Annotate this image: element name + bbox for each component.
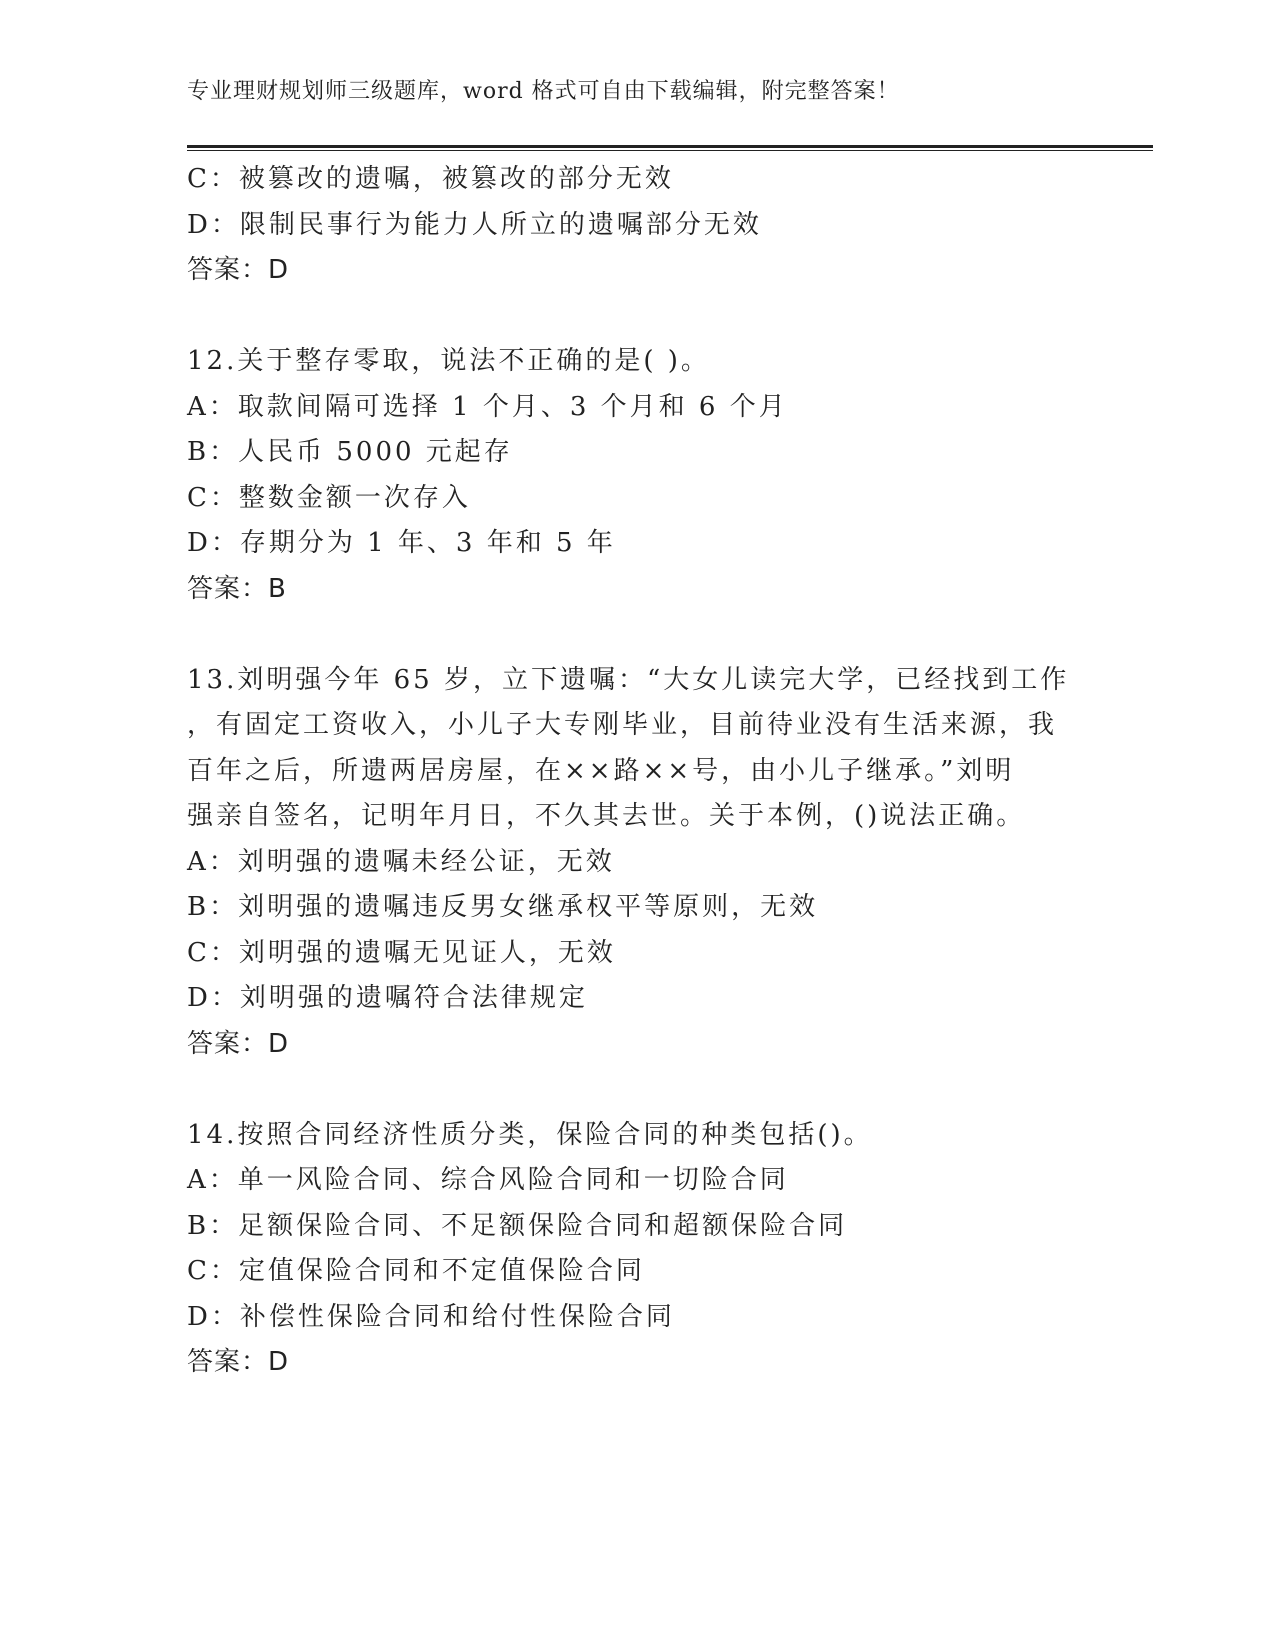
spacer: [187, 294, 1067, 340]
option-d: D：刘明强的遗嘱符合法律规定: [187, 983, 588, 1013]
spacer: [187, 612, 1067, 658]
question-content: [187, 157, 1070, 1386]
spacer: [187, 1067, 1067, 1113]
option-c: C：定值保险合同和不定值保险合同: [187, 1256, 645, 1286]
question-stem: 12.关于整存零取，说法不正确的是( )。: [187, 346, 710, 376]
answer-line: 答案：D: [187, 1347, 290, 1377]
question-13: [187, 658, 1070, 1068]
header-rule-thin: [187, 150, 1153, 151]
question-stem: 14.按照合同经济性质分类，保险合同的种类包括()。: [187, 1119, 873, 1150]
option-c: C：刘明强的遗嘱无见证人，无效: [187, 937, 616, 968]
option-a: A：刘明强的遗嘱未经公证，无效: [187, 846, 615, 877]
option-b: B：足额保险合同、不足额保险合同和超额保险合同: [187, 1210, 848, 1241]
option-c: C：整数金额一次存入: [187, 482, 471, 513]
answer-line: 答案：D: [187, 255, 290, 285]
question-12: [187, 339, 1067, 612]
option-d: D：存期分为 1 年、3 年和 5 年: [187, 528, 616, 558]
option-d: D：限制民事行为能力人所立的遗嘱部分无效: [187, 209, 762, 240]
option-b: B：刘明强的遗嘱违反男女继承权平等原则，无效: [187, 892, 819, 922]
question-11-continued: [187, 157, 1067, 294]
option-d: D：补偿性保险合同和给付性保险合同: [187, 1301, 675, 1332]
option-b: B：人民币 5000 元起存: [187, 437, 513, 467]
question-stem: 百年之后，所遗两居房屋，在××路××号，由小儿子继承。”刘明: [187, 755, 1015, 786]
answer-line: 答案：B: [187, 573, 287, 604]
question-stem: ，有固定工资收入，小儿子大专刚毕业，目前待业没有生活来源，我: [187, 710, 1058, 740]
page-header: 专业理财规划师三级题库，word 格式可自由下载编辑，附完整答案！: [187, 79, 900, 104]
option-a: A：取款间隔可选择 1 个月、3 个月和 6 个月: [187, 391, 788, 422]
question-stem: 13.刘明强今年 65 岁，立下遗嘱：“大女儿读完大学，已经找到工作: [187, 664, 1070, 695]
answer-line: 答案：D: [187, 1028, 290, 1059]
question-stem: 强亲自签名，记明年月日，不久其去世。关于本例，()说法正确。: [187, 801, 1026, 831]
option-a: A：单一风险合同、综合风险合同和一切险合同: [187, 1165, 789, 1195]
header-rule-thick: [187, 145, 1153, 148]
question-14: [187, 1113, 1067, 1386]
option-c: C：被篡改的遗嘱，被篡改的部分无效: [187, 164, 674, 194]
